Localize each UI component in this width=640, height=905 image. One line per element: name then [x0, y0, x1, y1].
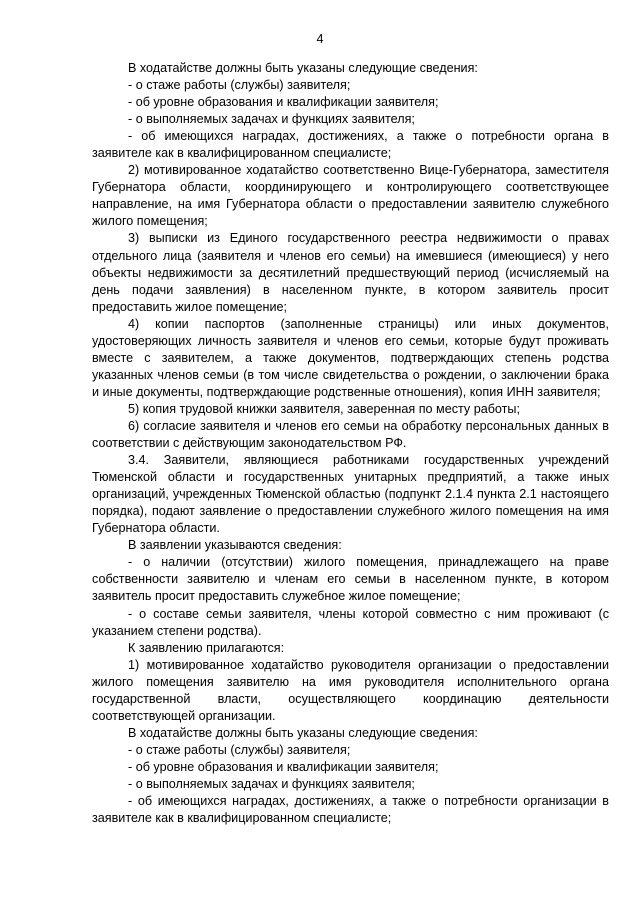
page-number: 4 — [316, 32, 324, 46]
paragraph: 3) выписки из Единого государственного реестра недвижимости о правах отдельного лица (заявителя и членов его семьи) на имевшиеся (имеющиеся) у него объекты недвижимости за десятилетний предшествующий период (исчисляемый на день подачи заявления) в населенном пункте, в котором заявитель просит предоставить жилое помещение; — [92, 231, 609, 314]
paragraph: - об имеющихся наградах, достижениях, а также о потребности организации в заявителе как в квалифицированном специалисте; — [92, 794, 609, 826]
paragraph: 3.4. Заявители, являющиеся работниками государственных учреждений Тюменской области и государственных унитарных предприятий, а также иных организаций, учрежденных Тюменской областью (подпункт 2.1.4 пункта 2.1 настоящего порядка), подают заявление о предоставлении служебного жилого помещения на имя Губернатора области. — [92, 453, 609, 536]
paragraph: В ходатайстве должны быть указаны следующие сведения: — [128, 725, 478, 740]
paragraph: - о выполняемых задачах и функциях заявителя; — [128, 776, 415, 791]
paragraph: - о наличии (отсутствии) жилого помещения, принадлежащего на праве собственности заявителю и членам его семьи в населенном пункте, в котором заявитель просит предоставить служебное жилое помещение; — [92, 555, 609, 604]
paragraph: В ходатайстве должны быть указаны следующие сведения: — [128, 61, 478, 75]
paragraph: - о стаже работы (службы) заявителя; — [128, 78, 351, 93]
paragraph: 1) мотивированное ходатайство руководителя организации о предоставлении жилого помещения заявителю на имя руководителя исполнительного органа государственной власти, осуществляющего координацию деятельности соответствующей организации. — [92, 657, 609, 723]
paragraph: - об уровне образования и квалификации заявителя; — [128, 759, 439, 774]
paragraph: - об уровне образования и квалификации заявителя; — [128, 95, 439, 110]
paragraph: - о стаже работы (службы) заявителя; — [128, 742, 351, 757]
paragraph: К заявлению прилагаются: — [128, 640, 285, 655]
paragraph: - о выполняемых задачах и функциях заявителя; — [128, 112, 415, 127]
paragraph: 5) копия трудовой книжки заявителя, заверенная по месту работы; — [128, 401, 520, 416]
paragraph: 2) мотивированное ходатайство соответственно Вице-Губернатора, заместителя Губернатора области, координирующего и контролирующего соответствующее направление, на имя Губернатора области о предоставлении заявителю служебного жилого помещения; — [92, 163, 609, 229]
paragraph: В заявлении указываются сведения: — [128, 538, 342, 553]
paragraph: 4) копии паспортов (заполненные страницы) или иных документов, удостоверяющих личность заявителя и членов его семьи, которые будут проживать вместе с заявителем, а также документов, подтверждающих степень родства указанных членов семьи (в том числе свидетельства о рождении, о заключении брака и иные документы, подтверждающие родственные отношения), копия ИНН заявителя; — [92, 316, 609, 399]
paragraph: - о составе семьи заявителя, члены которой совместно с ним проживают (с указанием степени родства). — [92, 606, 609, 638]
paragraph: 6) согласие заявителя и членов его семьи на обработку персональных данных в соответствии с действующим законодательством РФ. — [92, 418, 609, 451]
paragraph: - об имеющихся наградах, достижениях, а также о потребности органа в заявителе как в квалифицированном специалисте; — [92, 129, 609, 161]
document-body — [92, 60, 609, 827]
